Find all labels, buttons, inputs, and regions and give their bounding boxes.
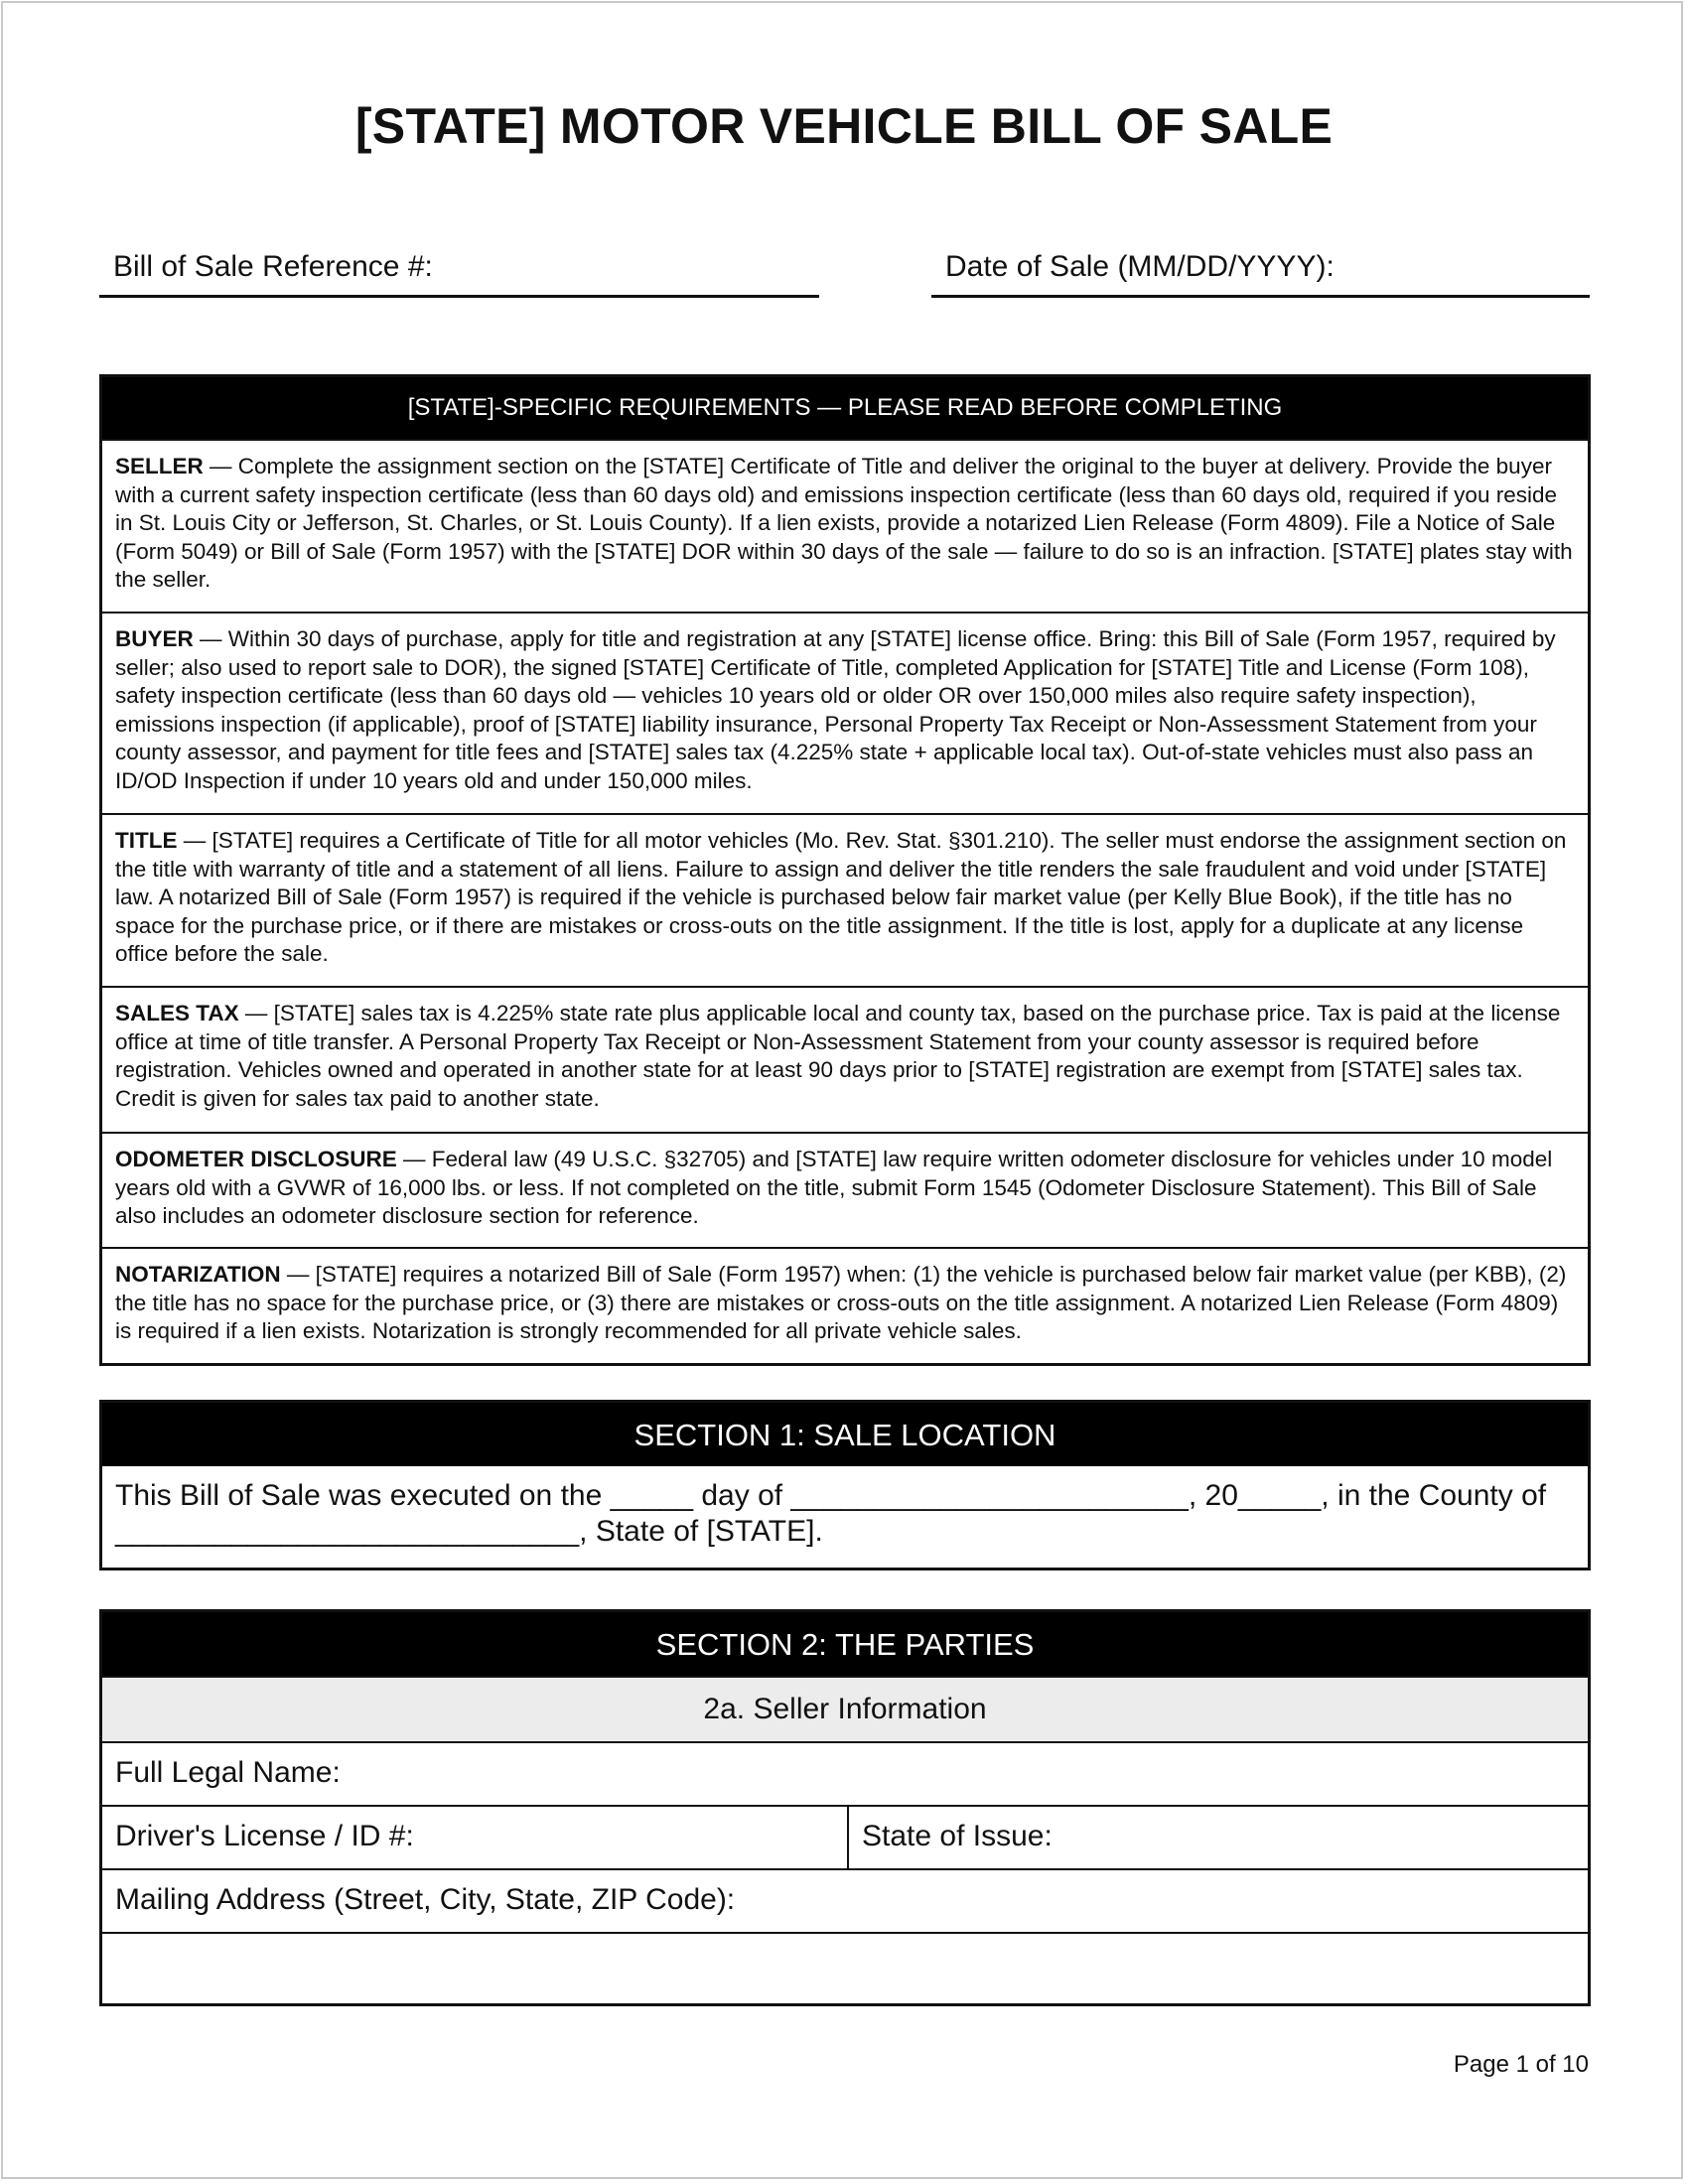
requirement-text: — [STATE] requires a Certificate of Title for all motor vehicles (Mo. Rev. Stat. §301.210). The seller must endorse the assignment section on the title with warranty of title and a statement of all liens. Failure to assign and deliver the title renders the sale fraudulent and void under [STATE] law. A notarized Bill of Sale (Form 1957) is required if the vehicle is purchased below fair market value (per Kelly Blue Book), if the title has no space for the purchase price, or if there are mistakes or cross-outs on the title assignment. If the title is lost, apply for a duplicate at any license office before the sale. xyxy=(115,828,1567,967)
requirement-seller xyxy=(102,439,1588,612)
section-parties xyxy=(99,1609,1591,2006)
seller-license-field[interactable] xyxy=(102,1807,847,1868)
seller-license-row xyxy=(102,1805,1588,1868)
seller-address-row[interactable] xyxy=(102,1868,1588,1932)
requirement-title xyxy=(102,813,1588,986)
requirement-text: — Federal law (49 U.S.C. §32705) and [STATE] law require written odometer disclosure for vehicles under 10 model years old with a GVWR of 16,000 lbs. or less. If not completed on the title, submit Form 1545 (Odometer Disclosure Statement). This Bill of Sale also includes an odometer disclosure section for reference. xyxy=(115,1147,1553,1229)
document-title: [STATE] MOTOR VEHICLE BILL OF SALE xyxy=(354,98,1334,154)
seller-license-label: Driver's License / ID #: xyxy=(115,1820,414,1852)
requirement-heading: TITLE xyxy=(115,828,178,853)
section2-header: SECTION 2: THE PARTIES xyxy=(102,1612,1588,1676)
seller-full-name-row[interactable] xyxy=(102,1741,1588,1805)
date-of-sale-field[interactable] xyxy=(931,250,1590,298)
reference-number-field[interactable] xyxy=(99,250,819,298)
seller-state-of-issue-label: State of Issue: xyxy=(862,1820,1053,1852)
requirement-sales-tax xyxy=(102,986,1588,1132)
requirements-header: [STATE]-SPECIFIC REQUIREMENTS — PLEASE READ BEFORE COMPLETING xyxy=(102,377,1588,439)
seller-info-header: 2a. Seller Information xyxy=(102,1676,1588,1741)
requirement-buyer xyxy=(102,612,1588,813)
requirement-notarization xyxy=(102,1247,1588,1363)
section1-header: SECTION 1: SALE LOCATION xyxy=(102,1403,1588,1466)
requirement-heading: ODOMETER DISCLOSURE xyxy=(115,1147,397,1171)
seller-address-label: Mailing Address (Street, City, State, ZIP Code): xyxy=(115,1883,736,1916)
sale-location-statement[interactable]: This Bill of Sale was executed on the _____ day of ________________________, 20_____, in the County of ____________________________, State of [STATE]. xyxy=(115,1479,1547,1548)
reference-number-label: Bill of Sale Reference #: xyxy=(113,250,433,283)
requirement-heading: SELLER xyxy=(115,454,204,478)
date-of-sale-label: Date of Sale (MM/DD/YYYY): xyxy=(945,250,1335,283)
section-sale-location xyxy=(99,1400,1591,1570)
requirement-heading: BUYER xyxy=(115,626,194,651)
requirement-odometer xyxy=(102,1132,1588,1247)
requirement-heading: NOTARIZATION xyxy=(115,1262,281,1287)
requirement-text: — [STATE] requires a notarized Bill of Sale (Form 1957) when: (1) the vehicle is purchased below fair market value (per KBB), (2) the title has no space for the purchase price, or (3) there are mistakes or cross-outs on the title assignment. A notarized Lien Release (Form 4809) is required if a lien exists. Notarization is strongly recommended for all private vehicle sales. xyxy=(115,1262,1567,1344)
requirement-text: — [STATE] sales tax is 4.225% state rate plus applicable local and county tax, based on the purchase price. Tax is paid at the license office at time of title transfer. A Personal Property Tax Receipt or Non-Assessment Statement from your county assessor is required before registration. Vehicles owned and operated in another state for at least 90 days prior to [STATE] registration are exempt from [STATE] sales tax. Credit is given for sales tax paid to another state. xyxy=(115,1001,1561,1111)
requirement-text: — Within 30 days of purchase, apply for title and registration at any [STATE] license office. Bring: this Bill of Sale (Form 1957, required by seller; also used to report sale to DOR), the signed [STATE] Certificate of Title, completed Application for [STATE] Title and License (Form 108), safety inspection certificate (less than 60 days old — vehicles 10 years old or older OR over 150,000 miles also require safety inspection), emissions inspection (if applicable), proof of [STATE] liability insurance, Personal Property Tax Receipt or Non-Assessment Statement from your county assessor, and payment for title fees and [STATE] sales tax (4.225% state + applicable local tax). Out-of-state vehicles must also pass an ID/OD Inspection if under 10 years old and under 150,000 miles. xyxy=(115,626,1556,793)
requirement-heading: SALES TAX xyxy=(115,1001,239,1025)
requirement-text: — Complete the assignment section on the [STATE] Certificate of Title and deliver the original to the buyer at delivery. Provide the buyer with a current safety inspection certificate (less than 60 days old) and emissions inspection certificate (less than 60 days old, required if you reside in St. Louis City or Jefferson, St. Charles, or St. Louis County). If a lien exists, provide a notarized Lien Release (Form 4809). File a Notice of Sale (Form 5049) or Bill of Sale (Form 1957) with the [STATE] DOR within 30 days of the sale — failure to do so is an infraction. [STATE] plates stay with the seller. xyxy=(115,454,1573,593)
requirements-box xyxy=(99,374,1591,1366)
seller-full-name-label: Full Legal Name: xyxy=(115,1756,341,1789)
seller-address-blank-field[interactable] xyxy=(102,1932,1588,1997)
page-number: Page 1 of 10 xyxy=(1453,2051,1589,2078)
seller-state-of-issue-field[interactable] xyxy=(847,1807,1588,1868)
